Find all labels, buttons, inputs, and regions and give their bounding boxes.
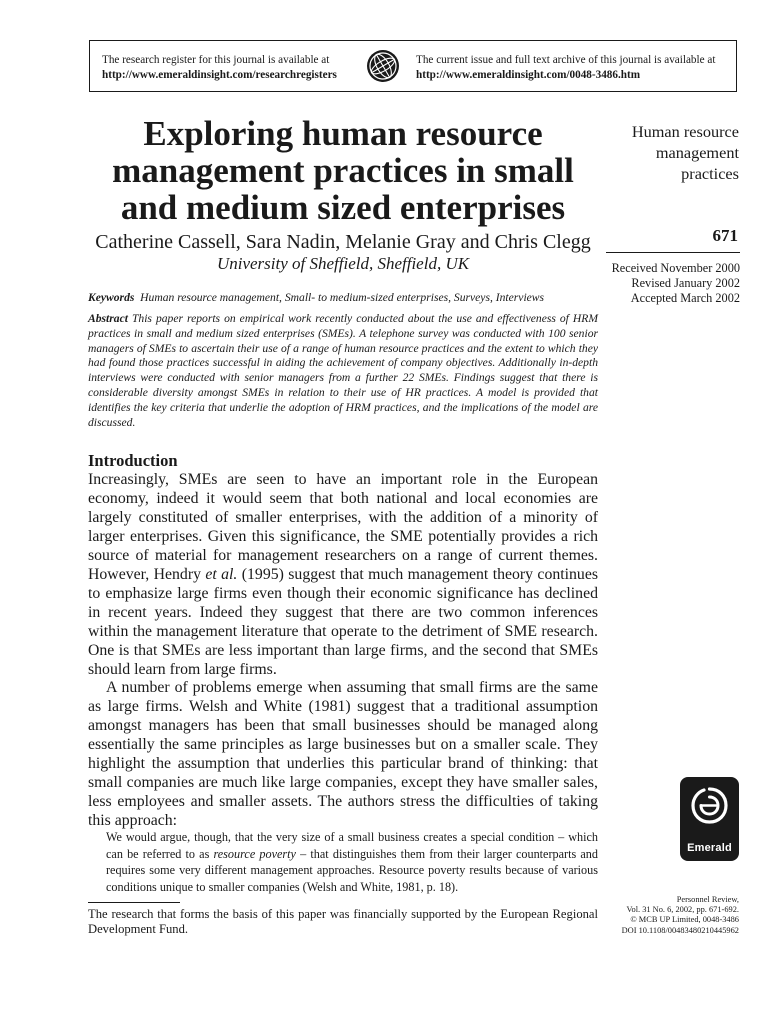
research-register-notice bbox=[102, 53, 364, 83]
accepted-date: Accepted March 2002 bbox=[630, 291, 740, 305]
abstract bbox=[88, 312, 598, 430]
paragraph-1-text-a: Increasingly, SMEs are seen to have an important role in the European economy, indeed it would seem that both national and local economies are largely constituted of smaller enterprises, with the addition of a minority of larger enterprises. Given this significance, the SME potentially provides a rich source of material for management researchers on a range of current themes. However, Hendry bbox=[88, 471, 598, 583]
keywords-line bbox=[88, 290, 598, 305]
introduction-paragraph-2: A number of problems emerge when assuming that small firms are the same as large firms. Welsh and White (1981) suggest that a traditional assumption amongst managers has been that small businesses should be managed along essentially the same principles as large businesses but on a smaller scale. They highlight the assumption that underlies this particular brand of thinking: that small companies are much like large companies, except they have smaller sales, less employees and smaller assets. The authors stress the difficulties of taking this approach: bbox=[88, 679, 598, 829]
et-al-italic: et al. bbox=[205, 566, 238, 583]
emerald-wordmark: Emerald bbox=[687, 842, 732, 854]
abstract-label: Abstract bbox=[88, 312, 128, 325]
journal-name: Personnel Review, bbox=[676, 895, 739, 904]
margin-divider bbox=[606, 252, 740, 253]
author-affiliation: University of Sheffield, Sheffield, UK bbox=[216, 254, 470, 273]
footnote-divider bbox=[88, 902, 180, 903]
running-title-line-1: Human resource bbox=[631, 122, 739, 141]
full-text-archive-link[interactable]: http://www.emeraldinsight.com/0048-3486.htm bbox=[416, 69, 641, 81]
research-register-link[interactable]: http://www.emeraldinsight.com/researchregisters bbox=[102, 69, 337, 81]
emerald-swirl-icon bbox=[689, 785, 730, 835]
submission-dates bbox=[590, 261, 740, 306]
abstract-text: This paper reports on empirical work recently conducted about the use and effectiveness of HRM practices in small and medium sized enterprises (SMEs). A telephone survey was conducted with 100 senior managers of SMEs to ascertain their use of a range of human resource practices and the extent to which they had found those practices successful in aiding the achievement of company objectives. Additionally in-depth interviews were conducted with senior managers from a further 22 SMEs. Findings suggest that there is considerable diversity amongst SMEs in relation to their use of HR practices. A model is provided that identifies the key criteria that underlie the adoption of HRM practices, and the implications of the model are discussed. bbox=[88, 312, 599, 429]
volume-info: Vol. 31 No. 6, 2002, pp. 671-692. bbox=[626, 905, 739, 915]
paragraph-1-text-b: (1995) suggest that much management theory continues to emphasize large firms even though their economic significance has declined in recent years. Indeed they suggest that there are two common inferences within the management literature that operate to the detriment of SME research. One is that SMEs are less important than large firms, and the second that SMEs should learn from large firms. bbox=[88, 566, 598, 678]
publication-info bbox=[600, 895, 739, 936]
keywords-list: Human resource management, Small- to medium-sized enterprises, Surveys, Interviews bbox=[140, 291, 545, 304]
running-title-line-2: management bbox=[655, 143, 739, 162]
introduction-paragraph-1 bbox=[88, 470, 598, 679]
quote-text-b: – that distinguishes them from their larger counterparts and requires some very different management approaches. Resource poverty results because of various conditions unique to smaller companies (Welsh and White, 1981, p. 18). bbox=[106, 846, 598, 894]
funding-footnote: The research that forms the basis of this paper was financially supported by the European Regional Development Fund. bbox=[88, 907, 598, 936]
copyright-info: © MCB UP Limited, 0048-3486 bbox=[630, 915, 739, 925]
quote-text-a: We would argue, though, that the very size of a small business creates a special condition – which can be referred to as bbox=[106, 830, 598, 861]
globe-icon bbox=[366, 49, 400, 83]
quote-emphasis: resource poverty bbox=[213, 846, 296, 861]
article-title: Exploring human resource management practices in small and medium sized enterprises bbox=[112, 114, 574, 227]
keywords-label: Keywords bbox=[88, 291, 135, 304]
section-heading-introduction: Introduction bbox=[88, 451, 178, 470]
full-text-archive-notice bbox=[416, 53, 736, 83]
availability-notice-box bbox=[89, 40, 737, 92]
block-quote bbox=[106, 829, 598, 895]
emerald-logo bbox=[680, 777, 739, 861]
received-date: Received November 2000 bbox=[611, 261, 740, 275]
article-authors: Catherine Cassell, Sara Nadin, Melanie Gray and Chris Clegg bbox=[95, 231, 591, 253]
running-title bbox=[604, 121, 739, 184]
revised-date: Revised January 2002 bbox=[631, 276, 740, 290]
page-number: 671 bbox=[712, 226, 738, 245]
research-register-text: The research register for this journal is available at bbox=[102, 54, 330, 66]
doi-info: DOI 10.1108/00483480210445962 bbox=[621, 925, 739, 935]
running-title-line-3: practices bbox=[681, 164, 739, 183]
full-text-archive-text: The current issue and full text archive of this journal is available at bbox=[416, 54, 716, 66]
